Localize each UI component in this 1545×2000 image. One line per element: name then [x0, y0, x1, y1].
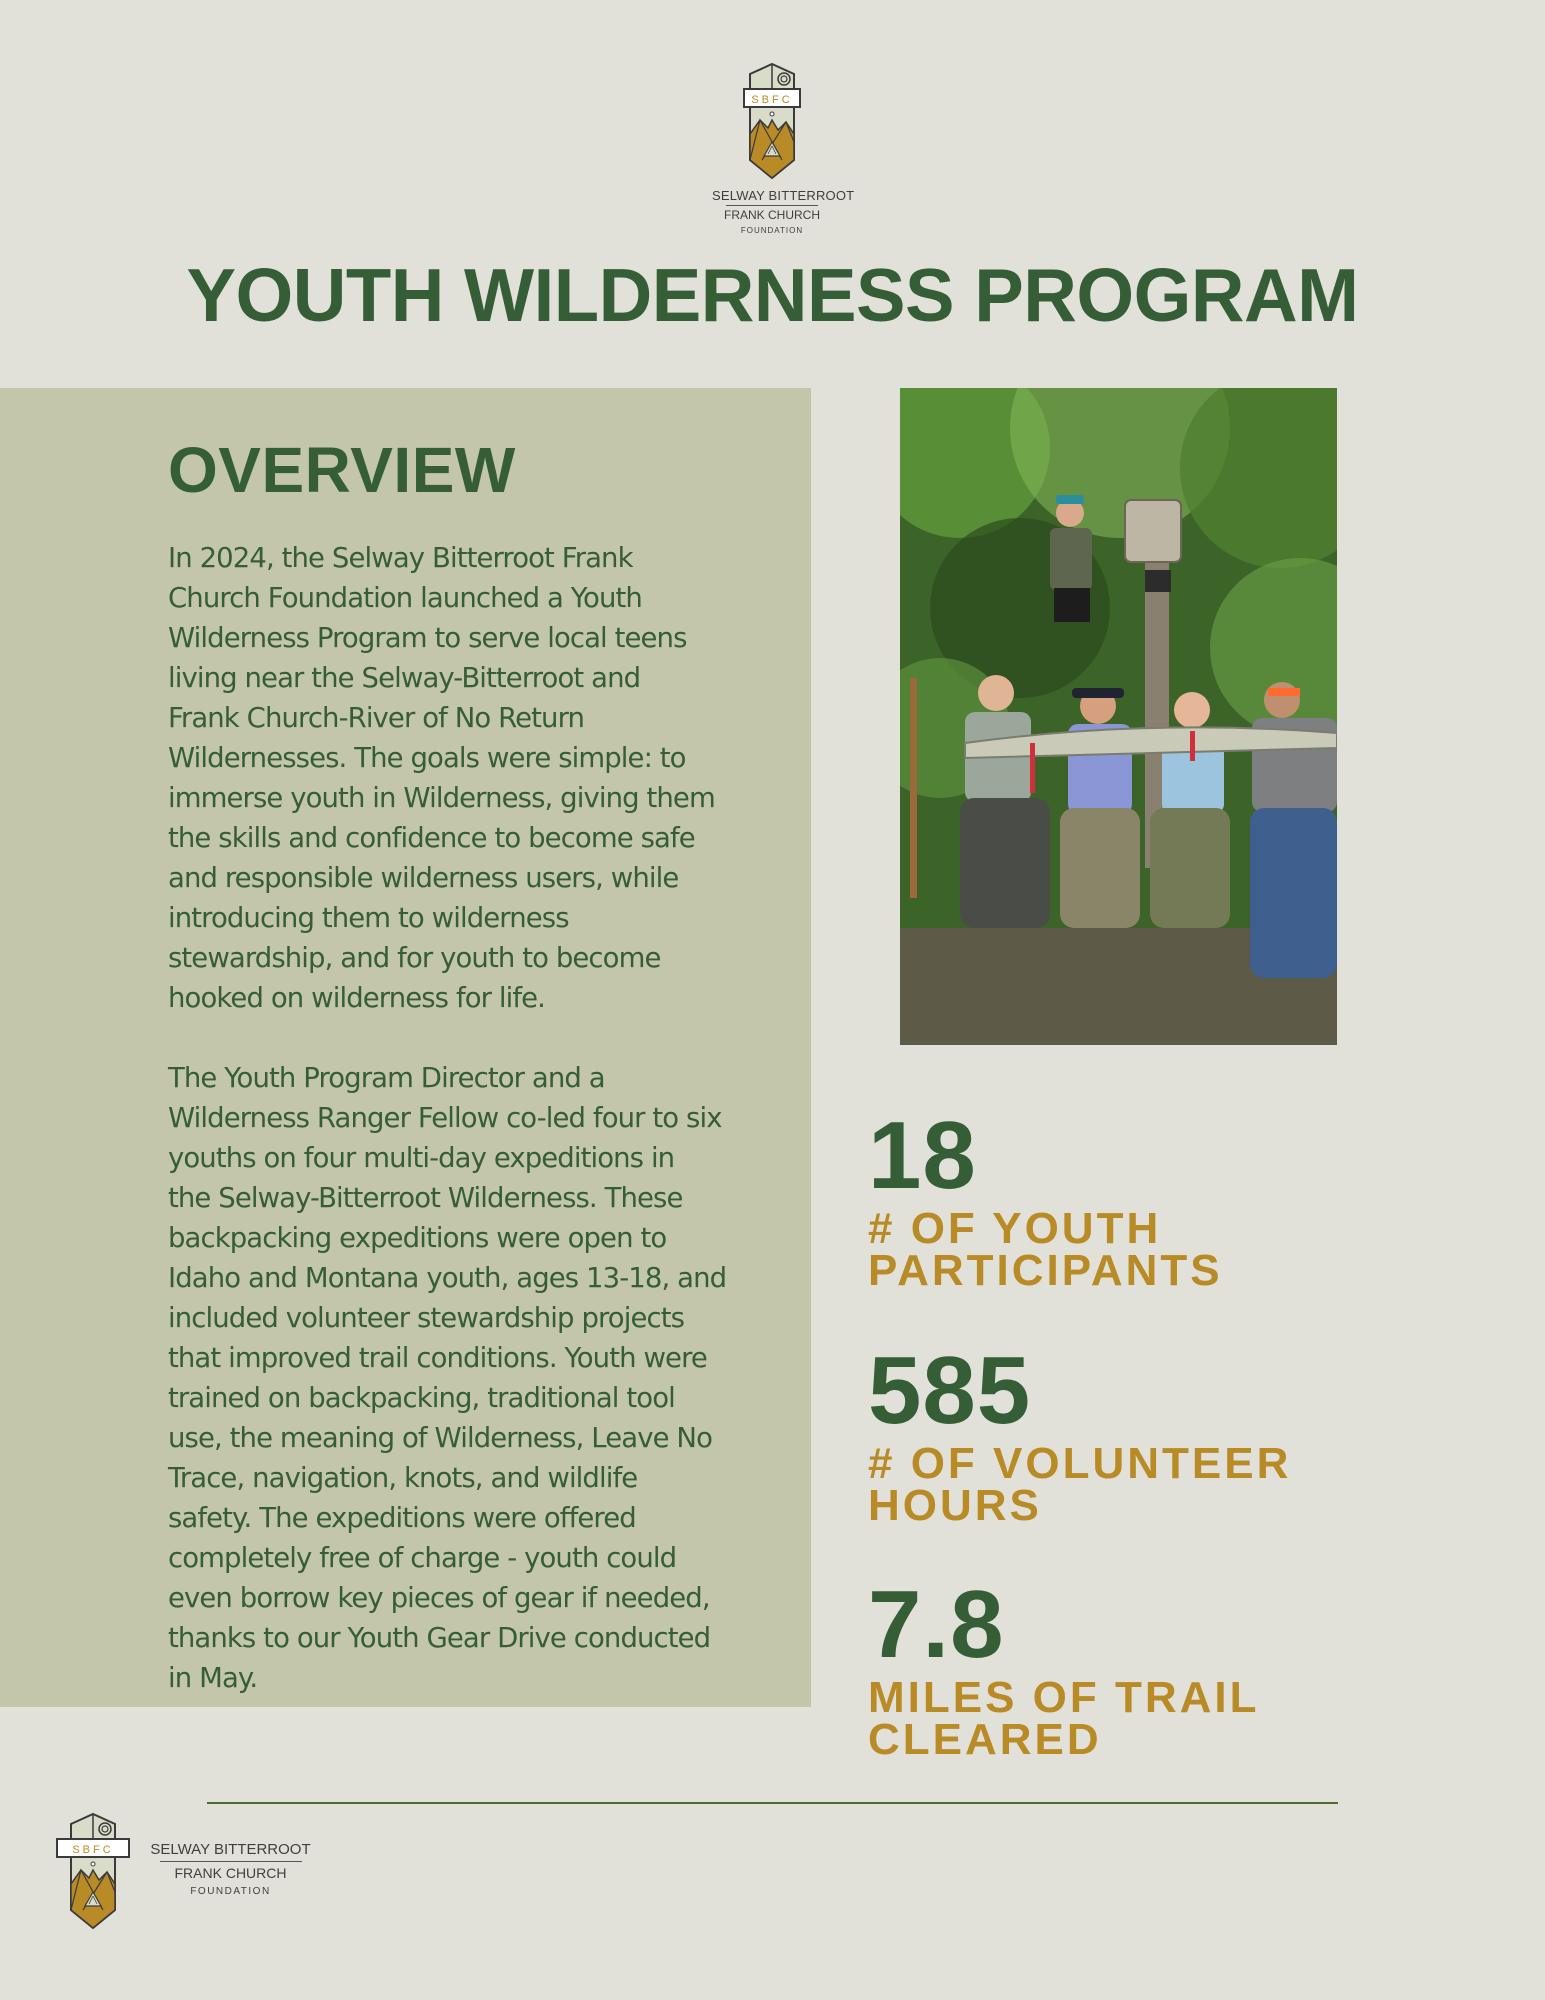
- text-line: immerse youth in Wilderness, giving them: [168, 782, 715, 814]
- logo-divider: [726, 205, 818, 206]
- overview-paragraph-2: [168, 1058, 798, 1698]
- text-line: completely free of charge - youth could: [168, 1542, 677, 1574]
- text-line: Idaho and Montana youth, ages 13-18, and: [168, 1262, 727, 1294]
- stat-label-line: HOURS: [868, 1481, 1042, 1530]
- stat-label: [868, 1204, 1338, 1295]
- text-line: the skills and confidence to become safe: [168, 822, 695, 854]
- overview-body: [168, 538, 798, 1738]
- text-line: in May.: [168, 1662, 258, 1694]
- page-title: YOUTH WILDERNESS PROGRAM: [186, 253, 1359, 337]
- text-line: Church Foundation launched a Youth: [168, 582, 642, 614]
- text-line: The Youth Program Director and a: [168, 1062, 605, 1094]
- text-line: introducing them to wilderness: [168, 902, 569, 934]
- logo-line3: FOUNDATION: [740, 226, 804, 235]
- text-line: hooked on wilderness for life.: [168, 982, 546, 1014]
- stat-label-line: CLEARED: [868, 1715, 1102, 1764]
- text-line: thanks to our Youth Gear Drive conducted: [168, 1622, 711, 1654]
- overview-paragraph-1: [168, 538, 798, 1018]
- logo-line2: FRANK CHURCH: [724, 208, 820, 222]
- stat-label-line: PARTICIPANTS: [868, 1246, 1223, 1295]
- sbfc-shield-icon: [52, 1812, 134, 1932]
- stat-label-line: MILES OF TRAIL: [868, 1673, 1260, 1722]
- stat-volunteer-hours: [868, 1337, 1338, 1530]
- text-line: Wilderness Ranger Fellow co-led four to six: [168, 1102, 722, 1134]
- footer-wordmark: [148, 1841, 313, 1897]
- stat-value: 7.8: [868, 1571, 1005, 1678]
- text-line: that improved trail conditions. Youth were: [168, 1342, 707, 1374]
- text-line: living near the Selway-Bitterroot and: [168, 662, 641, 694]
- text-line: In 2024, the Selway Bitterroot Frank: [168, 542, 633, 574]
- text-line: Frank Church-River of No Return: [168, 702, 585, 734]
- footer-logo: [52, 1812, 134, 1937]
- text-line: Wilderness Program to serve local teens: [168, 622, 687, 654]
- shield-abbr: SBFC: [72, 1844, 114, 1856]
- footer-divider: [207, 1802, 1338, 1804]
- stat-youth-participants: [868, 1102, 1338, 1295]
- stat-trail-miles: [868, 1571, 1338, 1764]
- footer-line3: FOUNDATION: [190, 1886, 271, 1897]
- text-line: Wildernesses. The goals were simple: to: [168, 742, 686, 774]
- text-line: safety. The expeditions were offered: [168, 1502, 636, 1534]
- photo-illustration: [900, 388, 1337, 1045]
- stat-label: [868, 1439, 1338, 1530]
- shield-abbr: SBFC: [751, 94, 793, 106]
- header-logo: [712, 62, 855, 235]
- sbfc-shield-icon: [732, 62, 812, 182]
- text-line: included volunteer stewardship projects: [168, 1302, 685, 1334]
- stat-value: 585: [868, 1337, 1032, 1444]
- stat-label-line: # OF YOUTH: [868, 1204, 1162, 1253]
- text-line: and responsible wilderness users, while: [168, 862, 679, 894]
- text-line: backpacking expeditions were open to: [168, 1222, 667, 1254]
- overview-heading: OVERVIEW: [168, 434, 516, 506]
- text-line: Trace, navigation, knots, and wildlife: [168, 1462, 638, 1494]
- stat-label-line: # OF VOLUNTEER: [868, 1439, 1292, 1488]
- text-line: use, the meaning of Wilderness, Leave No: [168, 1422, 713, 1454]
- footer-wordmark-divider: [160, 1861, 302, 1862]
- logo-line1: SELWAY BITTERROOT: [712, 188, 855, 203]
- stat-value: 18: [868, 1102, 977, 1209]
- text-line: trained on backpacking, traditional tool: [168, 1382, 675, 1414]
- text-line: youths on four multi-day expeditions in: [168, 1142, 675, 1174]
- stat-label: [868, 1673, 1338, 1764]
- text-line: stewardship, and for youth to become: [168, 942, 661, 974]
- text-line: the Selway-Bitterroot Wilderness. These: [168, 1182, 683, 1214]
- footer-line1: SELWAY BITTERROOT: [150, 1841, 311, 1858]
- group-photo: [900, 388, 1337, 1045]
- footer-line2: FRANK CHURCH: [174, 1865, 287, 1881]
- text-line: even borrow key pieces of gear if needed,: [168, 1582, 710, 1614]
